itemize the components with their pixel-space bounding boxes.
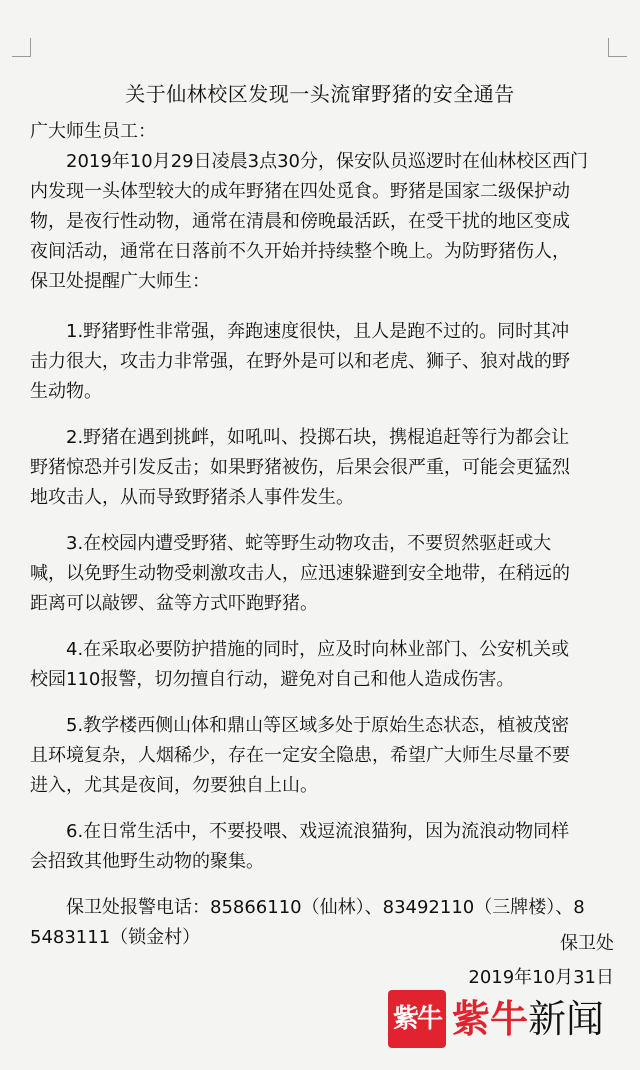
greeting: 广大师生员工： (30, 121, 156, 142)
notice-title: 关于仙林校区发现一头流窜野猪的安全通告 (125, 82, 515, 106)
item-1-line: 1.野猪野性非常强，奔跑速度很快，且人是跑不过的。同时其冲 (66, 321, 570, 342)
item-5-line: 且环境复杂，人烟稀少，存在一定安全隐患，希望广大师生尽量不要 (30, 745, 570, 766)
body-line: 内发现一头体型较大的成年野猪在四处觅食。野猪是国家二级保护动 (30, 181, 570, 202)
logo-suffix-text: 新闻 (528, 997, 605, 1041)
item-2-line: 地攻击人，从而导致野猪杀人事件发生。 (30, 487, 354, 508)
item-2-line: 2.野猪在遇到挑衅，如吼叫、投掷石块，携棍追赶等行为都会让 (66, 427, 570, 448)
issue-date: 2019年10月31日 (468, 967, 614, 988)
crop-mark-top-right (608, 38, 627, 57)
logo-badge: 紫牛 (388, 990, 446, 1048)
item-6-line: 会招致其他野生动物的聚集。 (30, 851, 264, 872)
signature: 保卫处 (560, 933, 614, 954)
item-1-line: 生动物。 (30, 381, 102, 402)
item-2-line: 野猪惊恐并引发反击；如果野猪被伤，后果会很严重，可能会更猛烈 (30, 457, 570, 478)
item-5-line: 进入，尤其是夜间，勿要独自上山。 (30, 775, 318, 796)
item-3-line: 3.在校园内遭受野猪、蛇等野生动物攻击，不要贸然驱赶或大 (66, 533, 552, 554)
item-5-line: 5.教学楼西侧山体和鼎山等区域多处于原始生态状态，植被茂密 (66, 715, 570, 736)
item-3-line: 距离可以敲锣、盆等方式吓跑野猪。 (30, 593, 318, 614)
logo-wordmark (452, 990, 604, 1048)
hotline-line: 保卫处报警电话：85866110（仙林）、83492110（三牌楼）、8 (66, 897, 585, 918)
body-line: 夜间活动，通常在日落前不久开始并持续整个晚上。为防野猪伤人， (30, 241, 570, 262)
crop-mark-top-left (12, 38, 31, 57)
item-1-line: 击力很大，攻击力非常强，在野外是可以和老虎、狮子、狼对战的野 (30, 351, 570, 372)
body-line: 2019年10月29日凌晨3点30分，保安队员巡逻时在仙林校区西门 (66, 151, 588, 172)
item-4-line: 校园110报警，切勿擅自行动，避免对自己和他人造成伤害。 (30, 669, 515, 690)
item-4-line: 4.在采取必要防护措施的同时，应及时向林业部门、公安机关或 (66, 639, 570, 660)
hotline-line: 5483111（锁金村） (30, 927, 201, 948)
item-3-line: 喊，以免野生动物受刺激攻击人，应迅速躲避到安全地带，在稍远的 (30, 563, 570, 584)
item-6-line: 6.在日常生活中，不要投喂、戏逗流浪猫狗，因为流浪动物同样 (66, 821, 570, 842)
body-line: 物，是夜行性动物，通常在清晨和傍晚最活跃，在受干扰的地区变成 (30, 211, 570, 232)
body-line: 保卫处提醒广大师生： (30, 271, 210, 292)
logo-brand-text: 紫牛 (452, 996, 529, 1041)
